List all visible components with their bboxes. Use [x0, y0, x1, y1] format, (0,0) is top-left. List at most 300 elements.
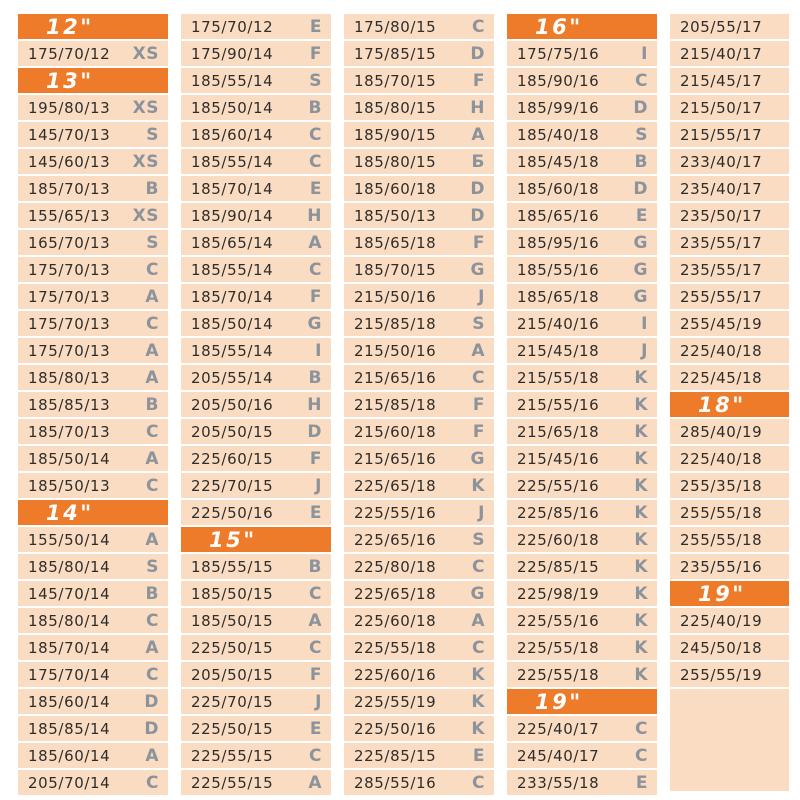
tire-size-cell: 205/70/14: [28, 773, 111, 792]
grade-code-cell: K: [634, 367, 648, 388]
table-row: [18, 257, 168, 282]
tire-size-cell: 185/50/13: [354, 206, 437, 225]
tire-size-cell: 175/70/13: [28, 314, 111, 333]
table-row: [181, 257, 331, 282]
tire-size-cell: 185/90/14: [191, 206, 274, 225]
grade-code-cell: G: [633, 232, 648, 253]
table-row: [181, 311, 331, 336]
tire-size-cell: 225/60/18: [354, 611, 437, 630]
tire-size-cell: 185/60/18: [354, 179, 437, 198]
table-row: [507, 41, 657, 66]
table-row: [344, 41, 494, 66]
tire-size-cell: 255/45/19: [680, 314, 763, 333]
table-row: [18, 635, 168, 660]
table-row: [344, 446, 494, 471]
tire-size-cell: 185/50/15: [191, 584, 274, 603]
tire-size-cell: 225/55/18: [517, 638, 600, 657]
grade-code-cell: J: [315, 475, 322, 496]
grade-code-cell: F: [472, 394, 485, 415]
tire-size-cell: 225/40/19: [680, 611, 763, 630]
tire-size-cell: 205/50/15: [191, 665, 274, 684]
grade-code-cell: A: [145, 340, 159, 361]
tire-size-cell: 185/60/14: [28, 692, 111, 711]
table-row: [18, 311, 168, 336]
table-row: [181, 122, 331, 147]
tire-size-cell: 225/70/15: [191, 476, 274, 495]
tire-size-cell: 175/70/12: [28, 44, 111, 63]
grade-code-cell: C: [472, 367, 485, 388]
table-row: [507, 581, 657, 606]
grade-code-cell: F: [309, 664, 322, 685]
table-row: [670, 635, 789, 660]
grade-code-cell: XS: [132, 151, 159, 172]
tire-size-cell: 235/55/16: [680, 557, 763, 576]
grade-code-cell: G: [470, 259, 485, 280]
grade-code-cell: A: [145, 637, 159, 658]
grade-code-cell: B: [145, 178, 159, 199]
table-row: [507, 203, 657, 228]
table-row: [344, 500, 494, 525]
tire-size-cell: 155/65/13: [28, 206, 111, 225]
table-row: [344, 149, 494, 174]
grade-code-cell: A: [471, 124, 485, 145]
grade-code-cell: F: [309, 286, 322, 307]
grade-code-cell: B: [145, 394, 159, 415]
tire-size-cell: 255/35/18: [680, 476, 763, 495]
table-row: [507, 743, 657, 768]
tire-size-cell: 235/55/17: [680, 260, 763, 279]
table-row: [181, 419, 331, 444]
table-row: [670, 41, 789, 66]
tire-size-cell: 225/85/16: [517, 503, 600, 522]
tire-size-cell: 155/50/14: [28, 530, 111, 549]
grade-code-cell: F: [472, 232, 485, 253]
grade-code-cell: K: [634, 421, 648, 442]
tire-size-cell: 145/70/14: [28, 584, 111, 603]
grade-code-cell: E: [309, 178, 322, 199]
table-row: [670, 149, 789, 174]
table-row: [181, 473, 331, 498]
table-row: [344, 635, 494, 660]
table-row: [344, 365, 494, 390]
table-row: [18, 662, 168, 687]
grade-code-cell: C: [146, 313, 159, 334]
tire-size-cell: 185/90/16: [517, 71, 600, 90]
table-row: [670, 95, 789, 120]
tire-size-cell: 225/80/18: [354, 557, 437, 576]
grade-code-cell: K: [471, 475, 485, 496]
grade-code-cell: B: [308, 556, 322, 577]
grade-code-cell: I: [315, 340, 322, 361]
grade-code-cell: E: [309, 502, 322, 523]
table-row: [344, 608, 494, 633]
tire-size-cell: 215/45/18: [517, 341, 600, 360]
table-row: [670, 203, 789, 228]
table-row: [670, 68, 789, 93]
table-row: [670, 176, 789, 201]
tire-size-cell: 185/55/14: [191, 341, 274, 360]
table-row: [181, 284, 331, 309]
table-row: [344, 203, 494, 228]
grade-code-cell: K: [471, 664, 485, 685]
table-row: [181, 554, 331, 579]
grade-code-cell: K: [634, 664, 648, 685]
tire-size-cell: 215/55/16: [517, 395, 600, 414]
grade-code-cell: C: [635, 718, 648, 739]
tire-size-cell: 225/85/15: [354, 746, 437, 765]
grade-code-cell: S: [472, 529, 485, 550]
tire-size-cell: 205/50/16: [191, 395, 274, 414]
grade-code-cell: S: [146, 556, 159, 577]
tire-size-cell: 185/95/16: [517, 233, 600, 252]
tire-size-cell: 185/60/14: [28, 746, 111, 765]
grade-code-cell: C: [309, 583, 322, 604]
table-row: [507, 149, 657, 174]
table-row: [181, 338, 331, 363]
grade-code-cell: J: [315, 691, 322, 712]
grade-code-cell: K: [634, 502, 648, 523]
grade-code-cell: J: [478, 502, 485, 523]
tire-size-cell: 185/55/14: [191, 71, 274, 90]
table-row: [670, 419, 789, 444]
grade-code-cell: A: [145, 367, 159, 388]
grade-code-cell: C: [146, 664, 159, 685]
tire-size-cell: 205/55/14: [191, 368, 274, 387]
table-row: [507, 68, 657, 93]
table-row: [344, 122, 494, 147]
grade-code-cell: I: [641, 43, 648, 64]
tire-size-cell: 185/50/13: [28, 476, 111, 495]
grade-code-cell: D: [633, 178, 648, 199]
table-row: [181, 500, 331, 525]
tire-size-cell: 225/55/18: [354, 638, 437, 657]
column-2: [181, 14, 331, 792]
grade-code-cell: K: [471, 718, 485, 739]
table-row: [507, 284, 657, 309]
tire-size-cell: 285/55/16: [354, 773, 437, 792]
tire-size-cell: 185/40/18: [517, 125, 600, 144]
tire-size-cell: 185/55/16: [517, 260, 600, 279]
size-group-header: 13": [18, 68, 168, 93]
tire-size-cell: 225/85/15: [517, 557, 600, 576]
grade-code-cell: K: [634, 529, 648, 550]
table-row: [507, 635, 657, 660]
grade-code-cell: F: [472, 70, 485, 91]
tire-size-cell: 225/55/16: [517, 611, 600, 630]
tire-size-cell: 225/60/16: [354, 665, 437, 684]
tire-size-cell: 185/65/18: [354, 233, 437, 252]
grade-code-cell: K: [634, 448, 648, 469]
table-row: [181, 662, 331, 687]
grade-code-cell: B: [308, 97, 322, 118]
tire-size-cell: 215/45/17: [680, 71, 763, 90]
table-row: [670, 122, 789, 147]
table-row: [507, 338, 657, 363]
grade-code-cell: I: [641, 313, 648, 334]
tire-size-cell: 245/40/17: [517, 746, 600, 765]
table-row: [670, 257, 789, 282]
tire-size-cell: 225/55/16: [354, 503, 437, 522]
table-row: [181, 41, 331, 66]
table-row: [18, 338, 168, 363]
grade-code-cell: B: [308, 367, 322, 388]
grade-code-cell: J: [641, 340, 648, 361]
tire-size-cell: 185/80/15: [354, 152, 437, 171]
tire-size-cell: 185/80/14: [28, 611, 111, 630]
tire-size-cell: 215/50/16: [354, 341, 437, 360]
grade-code-cell: H: [470, 97, 485, 118]
table-row: [18, 392, 168, 417]
tire-size-cell: 225/40/17: [517, 719, 600, 738]
grade-code-cell: C: [146, 475, 159, 496]
grade-code-cell: S: [635, 124, 648, 145]
table-row: [18, 689, 168, 714]
table-row: [507, 365, 657, 390]
tire-size-cell: 255/55/19: [680, 665, 763, 684]
tire-size-cell: 175/70/14: [28, 665, 111, 684]
size-group-header: 12": [18, 14, 168, 39]
grade-code-cell: K: [634, 610, 648, 631]
table-row: [18, 743, 168, 768]
table-row: [507, 527, 657, 552]
tire-size-cell: 175/70/12: [191, 17, 274, 36]
grade-code-cell: G: [633, 286, 648, 307]
tire-size-cell: 175/70/13: [28, 287, 111, 306]
table-row: [181, 581, 331, 606]
tire-size-cell: 225/40/18: [680, 449, 763, 468]
table-row: [181, 635, 331, 660]
column-5: [670, 14, 789, 792]
table-row: [18, 95, 168, 120]
table-row: [181, 365, 331, 390]
table-row: [181, 203, 331, 228]
table-row: [670, 662, 789, 687]
tire-size-cell: 185/65/14: [191, 233, 274, 252]
tire-size-cell: 225/65/18: [354, 476, 437, 495]
grade-code-cell: C: [309, 124, 322, 145]
grade-code-cell: D: [307, 421, 322, 442]
tire-size-cell: 185/90/15: [354, 125, 437, 144]
table-row: [181, 770, 331, 795]
tire-size-cell: 215/65/18: [517, 422, 600, 441]
tire-size-cell: 225/50/15: [191, 638, 274, 657]
grade-code-cell: Б: [471, 151, 485, 172]
table-row: [344, 689, 494, 714]
grade-code-cell: G: [633, 259, 648, 280]
table-row: [344, 770, 494, 795]
tire-size-cell: 185/60/14: [191, 125, 274, 144]
tire-size-cell: 255/55/17: [680, 287, 763, 306]
table-row: [344, 95, 494, 120]
tire-size-cell: 225/70/15: [191, 692, 274, 711]
grade-code-cell: A: [145, 286, 159, 307]
tire-size-cell: 255/55/18: [680, 503, 763, 522]
tire-size-cell: 205/50/15: [191, 422, 274, 441]
table-row: [344, 284, 494, 309]
table-row: [344, 338, 494, 363]
table-row: [18, 608, 168, 633]
tire-size-cell: 235/40/17: [680, 179, 763, 198]
tire-size-cell: 233/40/17: [680, 152, 763, 171]
table-row: [670, 365, 789, 390]
tire-size-cell: 185/55/14: [191, 152, 274, 171]
grade-code-cell: A: [145, 448, 159, 469]
tire-size-cell: 185/60/18: [517, 179, 600, 198]
tire-size-cell: 225/50/16: [354, 719, 437, 738]
grade-code-cell: D: [633, 97, 648, 118]
grade-code-cell: C: [146, 421, 159, 442]
grade-code-cell: C: [472, 556, 485, 577]
tire-size-cell: 185/85/13: [28, 395, 111, 414]
table-row: [181, 608, 331, 633]
table-row: [507, 500, 657, 525]
tire-size-cell: 175/90/14: [191, 44, 274, 63]
size-group-header: 15": [181, 527, 331, 552]
table-row: [507, 770, 657, 795]
table-row: [344, 257, 494, 282]
table-row: [670, 284, 789, 309]
grade-code-cell: A: [471, 340, 485, 361]
tire-size-cell: 165/70/13: [28, 233, 111, 252]
table-row: [181, 716, 331, 741]
table-row: [18, 230, 168, 255]
grade-code-cell: C: [635, 70, 648, 91]
tire-size-cell: 235/55/17: [680, 233, 763, 252]
tire-size-cell: 215/55/18: [517, 368, 600, 387]
tire-size-cell: 215/40/16: [517, 314, 600, 333]
tire-size-cell: 225/60/15: [191, 449, 274, 468]
grade-code-cell: C: [146, 259, 159, 280]
column-1: [18, 14, 168, 792]
tire-size-cell: 245/50/18: [680, 638, 763, 657]
grade-code-cell: K: [471, 691, 485, 712]
tire-size-cell: 175/80/15: [354, 17, 437, 36]
tire-size-cell: 225/45/18: [680, 368, 763, 387]
grade-code-cell: B: [634, 151, 648, 172]
tire-size-cell: 145/60/13: [28, 152, 111, 171]
grade-code-cell: E: [309, 16, 322, 37]
table-row: [507, 716, 657, 741]
tire-size-cell: 215/50/17: [680, 98, 763, 117]
table-row: [507, 311, 657, 336]
table-row: [507, 95, 657, 120]
tire-size-cell: 185/55/14: [191, 260, 274, 279]
table-row: [18, 41, 168, 66]
tire-size-cell: 215/60/18: [354, 422, 437, 441]
grade-code-cell: C: [472, 16, 485, 37]
table-row: [18, 446, 168, 471]
size-group-header: 19": [507, 689, 657, 714]
table-row: [18, 176, 168, 201]
table-row: [18, 122, 168, 147]
table-row: [181, 68, 331, 93]
tire-size-cell: 255/55/18: [680, 530, 763, 549]
table-row: [670, 608, 789, 633]
size-group-header: 14": [18, 500, 168, 525]
table-row: [344, 392, 494, 417]
table-row: [670, 14, 789, 39]
table-row: [344, 14, 494, 39]
grade-code-cell: G: [470, 583, 485, 604]
tire-size-cell: 215/50/16: [354, 287, 437, 306]
grade-code-cell: K: [634, 394, 648, 415]
grade-code-cell: D: [470, 205, 485, 226]
table-row: [670, 527, 789, 552]
table-row: [18, 527, 168, 552]
tire-size-cell: 185/70/15: [354, 71, 437, 90]
table-row: [18, 554, 168, 579]
grade-code-cell: A: [308, 610, 322, 631]
tire-size-cell: 185/50/14: [28, 449, 111, 468]
tire-size-cell: 175/70/13: [28, 341, 111, 360]
table-row: [181, 230, 331, 255]
grade-code-cell: C: [309, 151, 322, 172]
tire-size-cell: 215/55/17: [680, 125, 763, 144]
grade-code-cell: A: [145, 745, 159, 766]
table-row: [344, 68, 494, 93]
grade-code-cell: C: [472, 772, 485, 793]
tire-size-cell: 225/55/19: [354, 692, 437, 711]
table-row: [507, 419, 657, 444]
table-row: [344, 716, 494, 741]
tire-size-cell: 225/40/18: [680, 341, 763, 360]
table-row: [344, 311, 494, 336]
table-row: [670, 473, 789, 498]
grade-code-cell: S: [146, 124, 159, 145]
table-row: [181, 743, 331, 768]
table-row: [507, 554, 657, 579]
table-row: [670, 500, 789, 525]
table-row: [507, 257, 657, 282]
table-row: [18, 770, 168, 795]
tire-size-cell: 185/70/15: [354, 260, 437, 279]
table-row: [18, 716, 168, 741]
grade-code-cell: C: [146, 610, 159, 631]
grade-code-cell: D: [470, 43, 485, 64]
table-row: [344, 581, 494, 606]
grade-code-cell: XS: [132, 97, 159, 118]
grade-code-cell: C: [309, 637, 322, 658]
size-group-header: 19": [670, 581, 789, 606]
table-row: [181, 392, 331, 417]
table-row: [18, 581, 168, 606]
table-row: [344, 176, 494, 201]
grade-code-cell: G: [307, 313, 322, 334]
grade-code-cell: S: [146, 232, 159, 253]
table-row: [507, 392, 657, 417]
grade-code-cell: F: [472, 421, 485, 442]
tire-size-cell: 285/40/19: [680, 422, 763, 441]
tire-size-cell: 225/60/18: [517, 530, 600, 549]
tire-size-cell: 225/55/16: [517, 476, 600, 495]
table-row: [507, 446, 657, 471]
tire-size-cell: 225/55/18: [517, 665, 600, 684]
tire-size-cell: 225/98/19: [517, 584, 600, 603]
grade-code-cell: D: [144, 718, 159, 739]
tire-size-cell: 225/50/15: [191, 719, 274, 738]
table-row: [670, 446, 789, 471]
tire-size-cell: 185/55/15: [191, 557, 274, 576]
tire-size-cell: 185/70/14: [191, 287, 274, 306]
tire-size-cell: 225/55/15: [191, 746, 274, 765]
grade-code-cell: G: [470, 448, 485, 469]
tire-size-cell: 185/70/14: [191, 179, 274, 198]
table-row: [18, 203, 168, 228]
tire-size-cell: 185/65/18: [517, 287, 600, 306]
table-row: [507, 608, 657, 633]
table-row: [344, 473, 494, 498]
grade-code-cell: K: [634, 637, 648, 658]
